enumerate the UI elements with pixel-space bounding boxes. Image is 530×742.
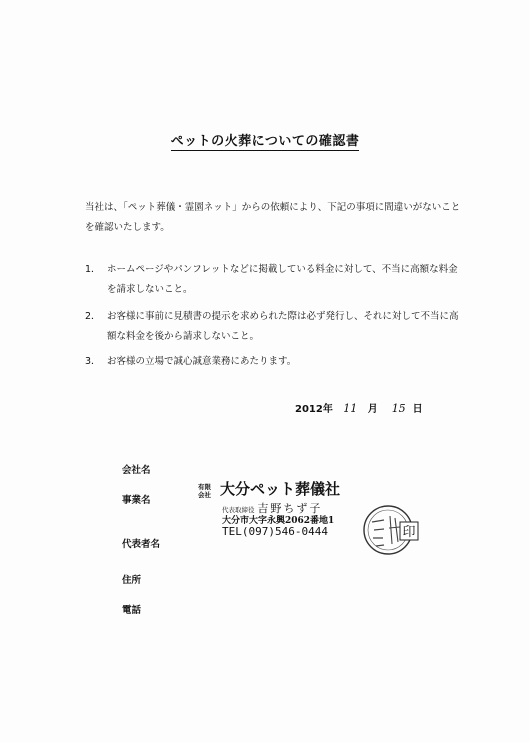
company-label: 会社名: [122, 465, 151, 476]
stamp-address: 大分市大字永興2062番地1: [222, 516, 335, 526]
office-label: 事業名: [122, 495, 151, 506]
company-stamp: [198, 478, 368, 548]
representative-label: 代表者名: [122, 539, 161, 550]
document-title: ペットの火葬についての確認書: [170, 134, 360, 149]
date-day-unit: 日: [412, 404, 423, 415]
address-label: 住所: [122, 575, 142, 586]
list-item: [85, 260, 460, 300]
stamp-rep-role: 代表取締役: [222, 506, 255, 514]
date-year-unit: 年: [322, 404, 333, 415]
item-number: 3．: [85, 356, 101, 367]
document-date: [295, 400, 423, 415]
stamp-rep-name: 吉野ちず子: [257, 502, 323, 515]
item-text: ホームページやパンフレットなどに掲載している料金に対して、不当に高額な料金を請求しないこと。: [107, 264, 458, 295]
corp-type: 有限会社: [198, 483, 211, 499]
company-seal-icon: [362, 500, 420, 562]
seal-character: 印: [402, 525, 416, 540]
date-day: 15: [391, 402, 406, 415]
phone-label: 電話: [122, 605, 142, 616]
item-text: お客様に事前に見積書の提示を求められた際は必ず発行し、それに対して不当に高額な料金を後から請求しないこと。: [107, 311, 459, 342]
date-year: 2012: [295, 404, 323, 415]
date-month-unit: 月: [367, 404, 378, 415]
list-item: [85, 352, 460, 372]
stamp-tel: TEL(097)546-0444: [222, 525, 328, 538]
stamp-company-name: 大分ペット葬儀社: [220, 480, 341, 498]
intro-paragraph: 当社は、「ペット葬儀・霊園ネット」からの依頼により、下記の事項に間違いがないことを確認いたします。: [85, 202, 461, 233]
date-month: 11: [343, 402, 358, 415]
item-number: 2．: [85, 311, 101, 322]
item-text: お客様の立場で誠心誠意業務にあたります。: [107, 356, 297, 367]
item-number: 1．: [85, 264, 101, 275]
list-item: [85, 307, 460, 347]
